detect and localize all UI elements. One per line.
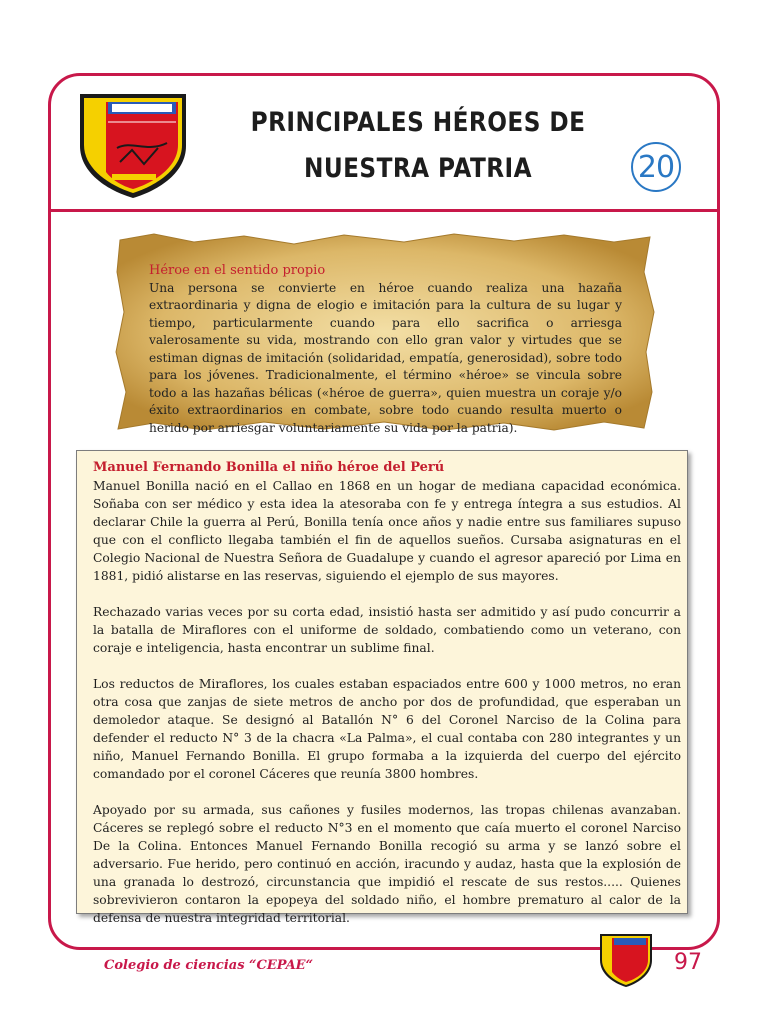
footer-school-name: Colegio de ciencias “CEPAE“ <box>104 958 314 973</box>
article-paragraph: Manuel Bonilla nació en el Callao en 1868 en un hogar de mediana capacidad económica. Soñaba con ser médico y esta idea la atesoraba con fe y entrega íntegra a sus estudios. Al declarar Chile la guerra al Perú, Bonilla tenía once años y nadie entre sus familiares supuso que con el conflicto llegaba también el fin de aquellos sueños. Cursaba asignaturas en el Colegio Nacional de Nuestra Señora de Guadalupe y cuando el agresor apareció por Lima en 1881, pidió alistarse en las reservas, siguiendo el ejemplo de sus mayores. <box>93 479 681 583</box>
article-heading: Manuel Fernando Bonilla el niño héroe del Perú <box>93 460 445 475</box>
page-title <box>246 100 590 192</box>
chapter-number: 20 <box>637 149 675 185</box>
header-divider <box>48 209 720 212</box>
intro-heading: Héroe en el sentido propio <box>149 263 326 278</box>
cepae-logo <box>72 88 194 200</box>
footer-page-number: 97 <box>674 950 702 975</box>
title-line-2: NUESTRA PATRIA <box>303 153 533 184</box>
footer-logo <box>596 930 656 990</box>
article-paragraph: Apoyado por su armada, sus cañones y fusiles modernos, las tropas chilenas avanzaban. Cáceres se replegó sobre el reducto N°3 en el momento que caía muerto el coronel Narciso De la Colina. Entonces Manuel Fernando Bonilla recogió su arma y se lanzó sobre el adversario. Fue herido, pero continuó en acción, iracundo y audaz, hasta que la explosión de una granada lo destrozó, circunstancia que impidió el rescate de sus restos..... Quienes sobrevivieron contaron la epopeya del soldado niño, el hombre prematuro al calor de la defensa de nuestra integridad territorial. <box>93 803 681 925</box>
intro-parchment-box <box>114 232 656 435</box>
article-paragraph: Los reductos de Miraflores, los cuales estaban espaciados entre 600 y 1000 metros, no eran otra cosa que zanjas de siete metros de ancho por dos de profundidad, que esperaban un demoledor ataque. Se designó al Batallón N° 6 del Coronel Narciso de la Colina para defender el reducto N° 3 de la chacra «La Palma», el cual contaba con 280 integrantes y un niño, Manuel Fernando Bonilla. El grupo formaba a la izquierda del cuerpo del ejército comandado por el coronel Cáceres que reunía 3800 hombres. <box>93 677 681 781</box>
article-paragraph: Rechazado varias veces por su corta edad, insistió hasta ser admitido y así pudo concurrir a la batalla de Miraflores con el uniforme de soldado, combatiendo como un veterano, con coraje e inteligencia, hasta encontrar un sublime final. <box>93 605 681 655</box>
intro-body: Una persona se convierte en héroe cuando realiza una hazaña extraordinaria y digna de elogio e imitación para la cultura de su lugar y tiempo, particularmente cuando para ello sacrifica o arriesga valerosamente su vida, mostrando con ello gran valor y virtudes que se estiman dignas de imitación (solidaridad, empatía, generosidad), sobre todo para los jóvenes. Tradicionalmente, el término «héroe» se vincula sobre todo a las hazañas bélicas («héroe de guerra», quien muestra un coraje y/o éxito extraordinarios en combate, sobre todo cuando resulta muerto o herido por arriesgar voluntariamente su vida por la patria). <box>149 280 622 435</box>
chapter-number-badge <box>631 142 681 192</box>
article-box <box>76 450 688 925</box>
title-line-1: PRINCIPALES HÉROES DE <box>250 107 586 138</box>
